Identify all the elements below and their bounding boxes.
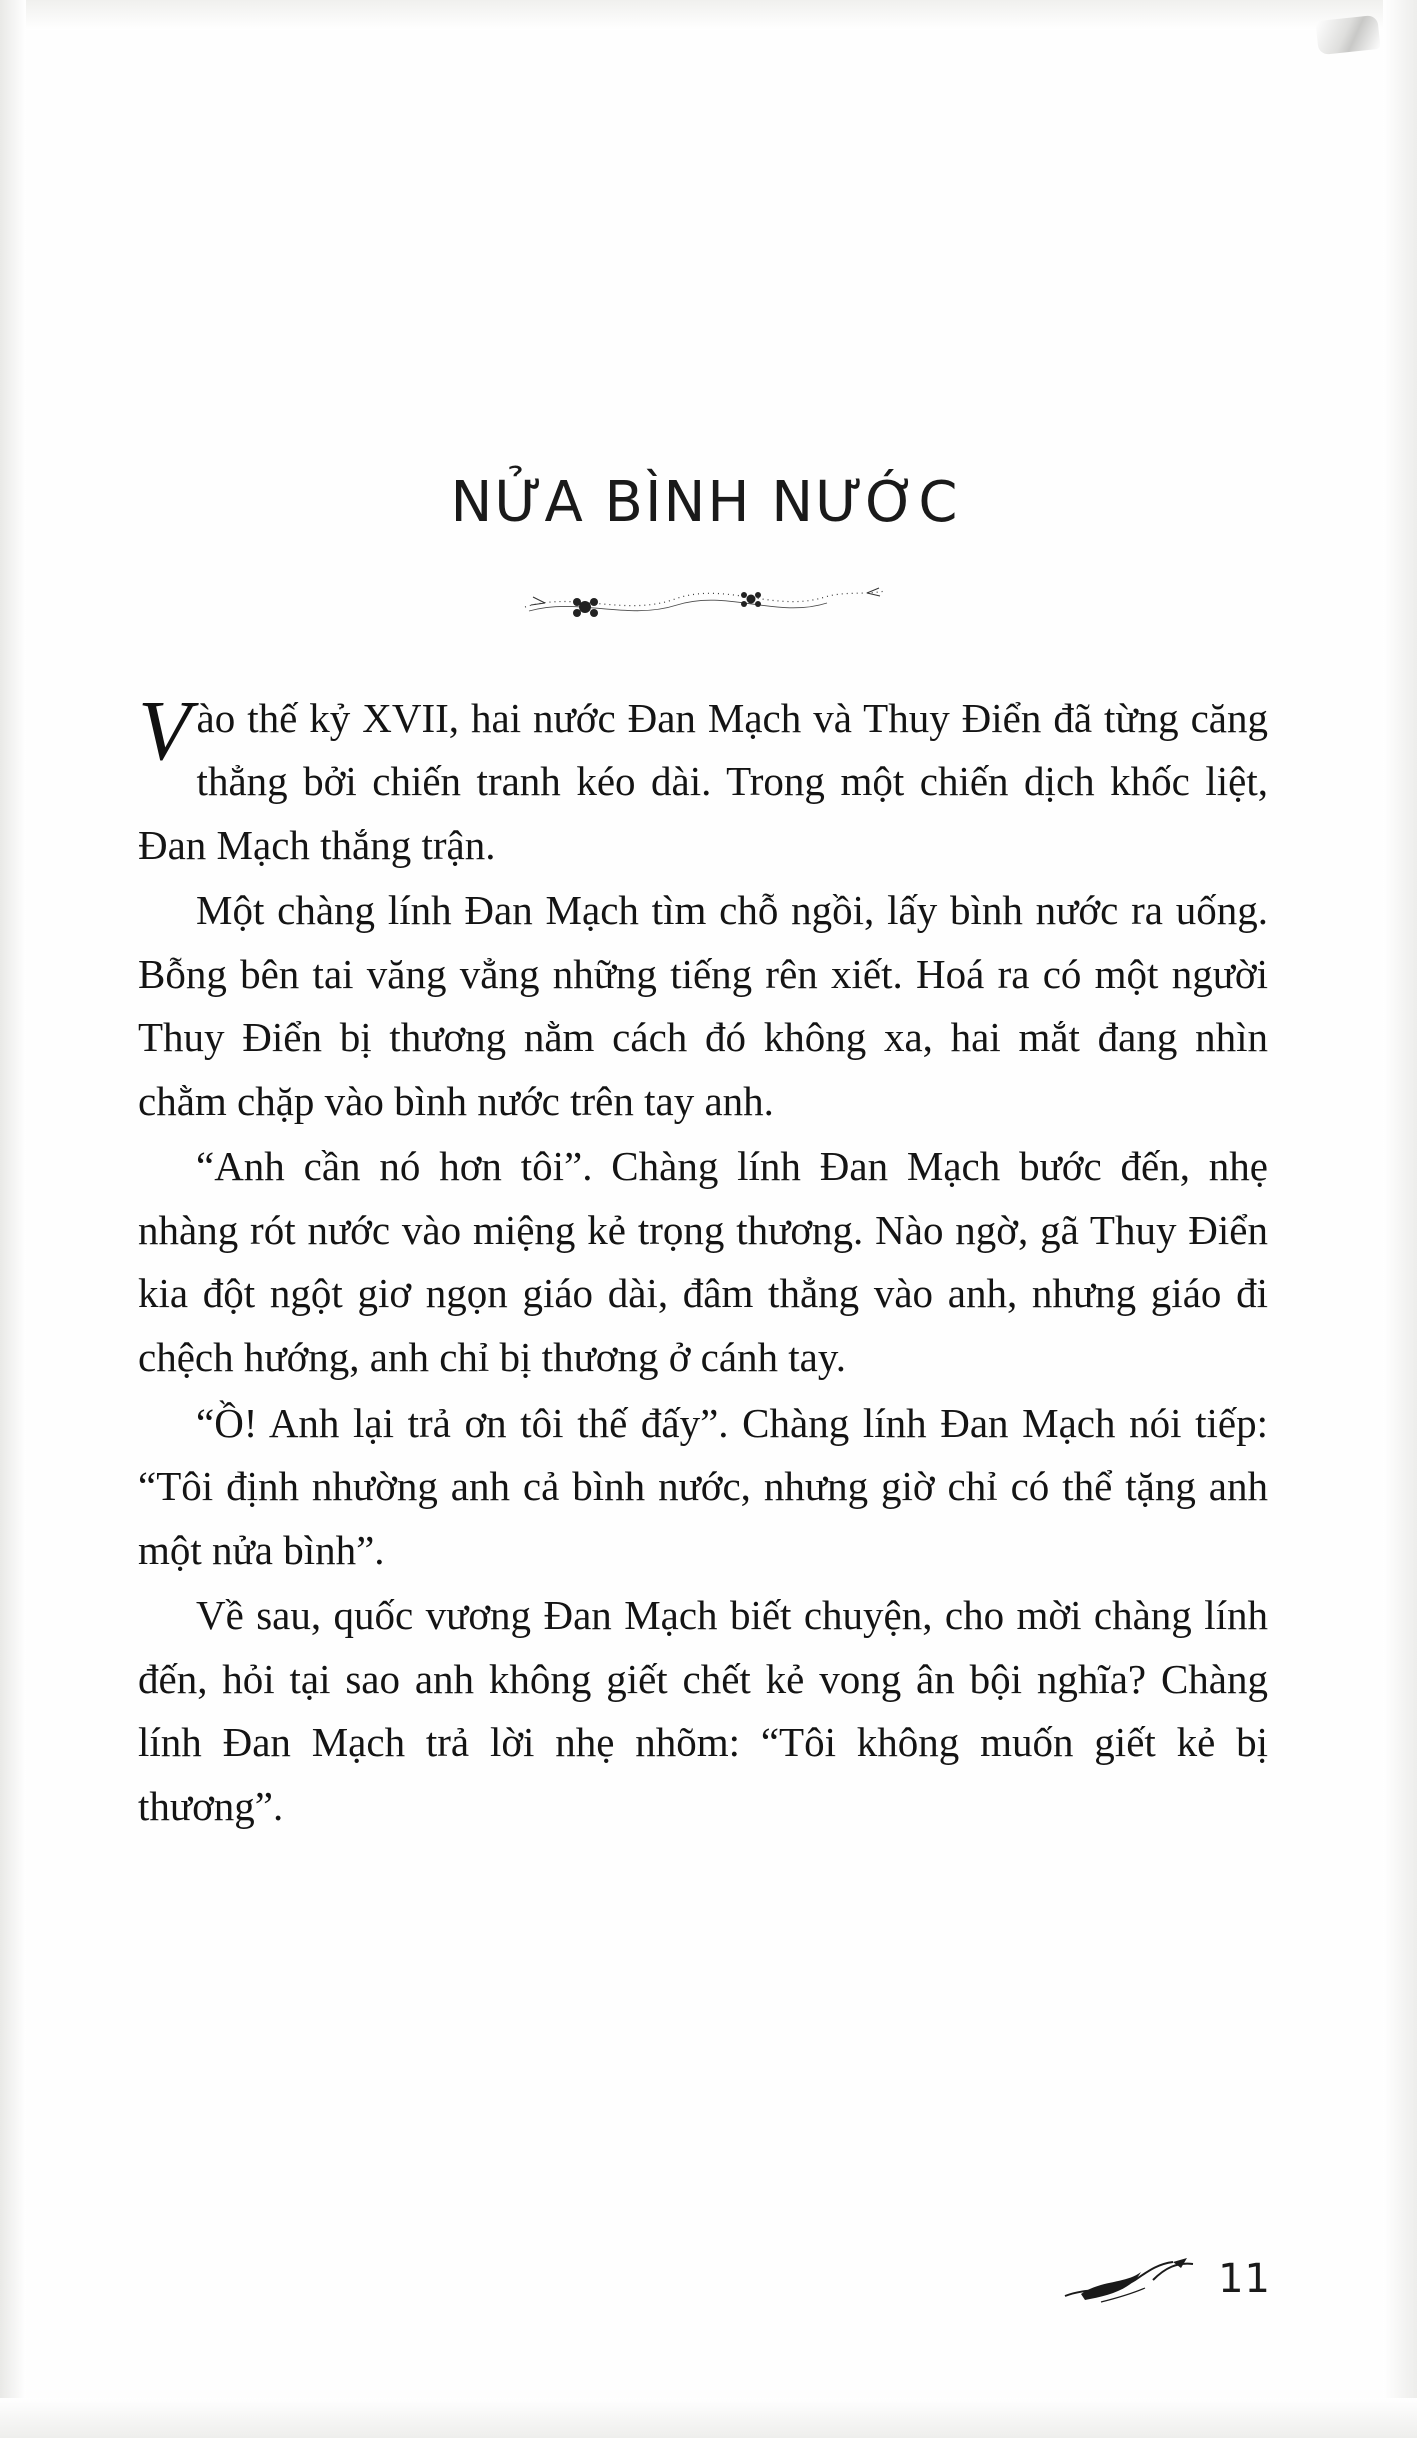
paragraph-1: [138, 681, 1268, 878]
scan-artifact-icon: [1315, 15, 1380, 55]
page-number: 11: [1218, 2256, 1271, 2302]
page-title: NỬA BÌNH NƯỚC: [450, 470, 960, 535]
page-edge-shade-right: [1383, 0, 1417, 2438]
drop-cap: V: [138, 681, 191, 778]
paragraph-5: Về sau, quốc vương Đan Mạch biết chuyện, cho mời chàng lính đến, hỏi tại sao anh không giết chết kẻ vong ân bội nghĩa? Chàng lính Đan Mạch trả lời nhẹ nhõm: “Tôi không muốn giết kẻ bị thương”.: [138, 1592, 1268, 1829]
paragraph-3: “Anh cần nó hơn tôi”. Chàng lính Đan Mạch bước đến, nhẹ nhàng rót nước vào miệng kẻ trọng thương. Nào ngờ, gã Thuy Điển kia đột ngột giơ ngọn giáo dài, đâm thẳng vào anh, nhưng giáo đi chệch hướng, anh chỉ bị thương ở cánh tay.: [138, 1143, 1268, 1380]
page-edge-shade-left: [0, 0, 26, 2438]
floral-divider-icon: [515, 573, 895, 633]
paragraph-1-text: ào thế kỷ XVII, hai nước Đan Mạch và Thuy Điển đã từng căng thẳng bởi chiến tranh kéo dài. Trong một chiến dịch khốc liệt, Đan Mạch thắng trận.: [138, 694, 1268, 868]
paragraph-4: “Ồ! Anh lại trả ơn tôi thế đấy”. Chàng lính Đan Mạch nói tiếp: “Tôi định nhường anh cả bình nước, nhưng giờ chỉ có thể tặng anh một nửa bình”.: [138, 1399, 1268, 1573]
paragraph-2: Một chàng lính Đan Mạch tìm chỗ ngồi, lấy bình nước ra uống. Bỗng bên tai văng vẳng những tiếng rên xiết. Hoá ra có một người Thuy Điển bị thương nằm cách đó không xa, hai mắt đang nhìn chằm chặp vào bình nước trên tay anh.: [138, 887, 1268, 1124]
page-content: [130, 0, 1280, 2438]
body-text: [130, 681, 1280, 1839]
bird-flourish-icon: [1061, 2250, 1221, 2320]
